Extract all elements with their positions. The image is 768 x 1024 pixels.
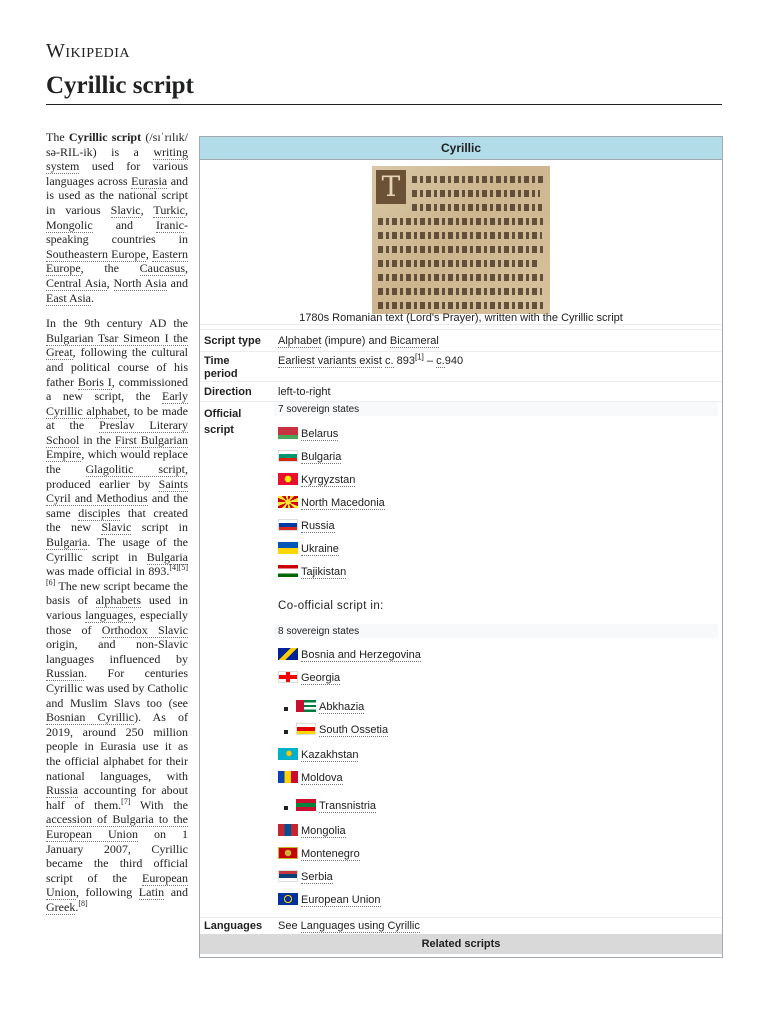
- flag-kazakhstan-icon: [278, 748, 298, 760]
- row-script-type: [200, 329, 722, 352]
- flag-russia-icon: [278, 519, 298, 531]
- related-scripts-header[interactable]: Related scripts: [200, 934, 722, 954]
- ipa-pronunciation[interactable]: (/sɪˈrɪlɪk/ sə-RIL-ik): [46, 130, 189, 159]
- intro-paragraph: The Cyrillic script (/sɪˈrɪlɪk/ sə-RIL-ik) is a writing system used for various languages across Eurasia and is used as the national script in various Slavic, Turkic, Mongolic and Iranic-speaking countries in Southeastern Europe, Eastern Europe, the Caucasus, Central Asia, North Asia and East Asia.: [46, 130, 189, 305]
- link-bicameral[interactable]: Bicameral: [389, 335, 439, 347]
- link-first-bulgarian-empire[interactable]: First Bulgarian Empire: [46, 432, 189, 462]
- country-montenegro[interactable]: Montenegro: [278, 847, 360, 861]
- flag-montenegro-icon: [278, 847, 298, 859]
- infobox: [199, 136, 723, 958]
- flag-kyrgyzstan-icon: [278, 473, 298, 485]
- flag-eu-icon: [278, 893, 298, 905]
- script-type-value: Alphabet (impure) and Bicameral: [278, 335, 439, 347]
- link-boris-i[interactable]: Boris I: [77, 374, 112, 389]
- country-georgia[interactable]: Georgia: [278, 671, 340, 685]
- bullet-abkhazia: [284, 707, 288, 711]
- link-mongolic[interactable]: Mongolic: [46, 217, 93, 232]
- link-russian[interactable]: Russian: [46, 666, 85, 681]
- title-divider: [46, 104, 722, 105]
- link-russia[interactable]: Russia: [46, 783, 79, 798]
- languages-label: Languages: [204, 920, 263, 932]
- bullet-south-ossetia: [284, 730, 288, 734]
- flag-bulgaria-icon: [278, 450, 298, 462]
- row-direction: [200, 381, 722, 402]
- link-alphabets[interactable]: alphabets: [95, 593, 141, 608]
- direction-label: Direction: [204, 386, 252, 398]
- row-time-period: [200, 351, 722, 382]
- link-greek[interactable]: Greek: [46, 899, 76, 914]
- history-paragraph: In the 9th century AD the Bulgarian Tsar Simeon I the Great, following the cultural and political course of his father Boris I, commissioned a new script, the Early Cyrillic alphabet, to be made at the Preslav Literary School in the First Bulgarian Empire, which would replace the Glagolitic script, produced earlier by Saints Cyril and Methodius and the same disciples that created the new Slavic script in Bulgaria. The usage of the Cyrillic script in Bulgaria was made official in 893.[4][5][6] The new script became the basis of alphabets used in various languages, especially those of Orthodox Slavic origin, and non-Slavic languages influenced by Russian. For centuries Cyrillic was used by Catholic and Muslim Slavs too (see Bosnian Cyrillic). As of 2019, around 250 million people in Eurasia use it as the official alphabet for their national languages, with Russia accounting for about half of them.[7] With the accession of Bulgaria to the European Union on 1 January 2007, Cyrillic became the third official script of the European Union, following Latin and Greek.[8]: [46, 316, 189, 914]
- circa-abbr-1[interactable]: c.: [385, 355, 394, 367]
- infobox-header: Cyrillic: [200, 137, 722, 160]
- link-glagolitic[interactable]: Glagolitic script: [85, 462, 185, 477]
- reference-1[interactable]: [1]: [414, 352, 424, 362]
- flag-serbia-icon: [278, 870, 298, 882]
- link-slavic[interactable]: Slavic: [110, 202, 141, 217]
- image-caption: 1780s Romanian text (Lord's Prayer), written with the Cyrillic script: [299, 312, 623, 324]
- country-bulgaria[interactable]: Bulgaria: [278, 450, 341, 464]
- flag-transnistria-icon: [296, 799, 316, 811]
- flag-ukraine-icon: [278, 542, 298, 554]
- link-eurasia[interactable]: Eurasia: [131, 173, 168, 188]
- sovereign-count-note: 7 sovereign states: [278, 404, 360, 415]
- flag-moldova-icon: [278, 771, 298, 783]
- country-kazakhstan[interactable]: Kazakhstan: [278, 748, 358, 762]
- link-disciples[interactable]: disciples: [78, 505, 121, 520]
- country-serbia[interactable]: Serbia: [278, 870, 333, 884]
- article-body: [46, 130, 188, 925]
- country-tajikistan[interactable]: Tajikistan: [278, 565, 346, 579]
- flag-abkhazia-icon: [296, 700, 316, 712]
- country-belarus[interactable]: Belarus: [278, 427, 338, 441]
- link-languages[interactable]: languages: [85, 608, 134, 622]
- link-earliest-variants[interactable]: Earliest variants exist: [278, 355, 382, 367]
- link-east-asia[interactable]: East Asia: [46, 290, 91, 305]
- link-turkic[interactable]: Turkic: [153, 202, 185, 217]
- illuminated-initial: Т: [376, 170, 406, 204]
- link-bulgaria[interactable]: Bulgaria: [46, 535, 88, 550]
- reference-8[interactable]: [8]: [78, 898, 88, 908]
- languages-value: See Languages using Cyrillic: [278, 920, 420, 932]
- direction-value: left-to-right: [278, 386, 331, 398]
- country-russia[interactable]: Russia: [278, 519, 335, 533]
- row-languages: [200, 917, 722, 935]
- link-cyril-methodius[interactable]: Saints Cyril and Methodius: [46, 476, 188, 506]
- flag-mongolia-icon: [278, 824, 298, 836]
- bullet-transnistria: [284, 806, 288, 810]
- time-period-value: Earliest variants exist c. 893[1] – c.940: [278, 352, 464, 367]
- country-south-ossetia[interactable]: South Ossetia: [296, 723, 388, 737]
- country-transnistria[interactable]: Transnistria: [296, 799, 376, 813]
- manuscript-image[interactable]: [372, 166, 550, 314]
- reference-4-5-6[interactable]: [4][5][6]: [46, 563, 188, 587]
- link-simeon-i[interactable]: Bulgarian Tsar Simeon I the Great: [46, 330, 188, 360]
- link-accession-eu[interactable]: accession of Bulgaria to the European Union: [46, 812, 188, 841]
- link-preslav[interactable]: Preslav Literary School: [46, 418, 189, 447]
- link-writing-system[interactable]: writing system: [46, 144, 189, 174]
- flag-bosnia-icon: [278, 648, 298, 660]
- link-eastern-europe[interactable]: Eastern Europe: [46, 246, 188, 276]
- country-ukraine[interactable]: Ukraine: [278, 542, 339, 556]
- time-period-label: Time period: [204, 355, 238, 380]
- country-mongolia[interactable]: Mongolia: [278, 824, 346, 838]
- script-type-label: Script type: [204, 335, 261, 347]
- link-bulgaria-2[interactable]: Bulgaria: [146, 549, 189, 564]
- flag-belarus-icon: [278, 427, 298, 439]
- infobox-image-cell: [200, 160, 722, 325]
- link-orthodox-slavic[interactable]: Orthodox Slavic: [101, 622, 189, 637]
- wikipedia-wordmark[interactable]: Wikipedia: [46, 40, 131, 62]
- country-bosnia[interactable]: Bosnia and Herzegovina: [278, 648, 421, 662]
- link-bosnian-cyrillic[interactable]: Bosnian Cyrillic: [46, 710, 135, 725]
- link-latin[interactable]: Latin: [138, 885, 165, 900]
- link-iranic[interactable]: Iranic: [156, 217, 185, 232]
- link-alphabet[interactable]: Alphabet: [278, 335, 322, 347]
- term-cyrillic-script: Cyrillic script: [68, 130, 142, 144]
- country-european-union[interactable]: European Union: [278, 893, 381, 907]
- country-abkhazia[interactable]: Abkhazia: [296, 700, 364, 714]
- official-script-label: Official script: [204, 408, 242, 436]
- flag-south-ossetia-icon: [296, 723, 316, 735]
- sovereign-count-note-2: 8 sovereign states: [278, 626, 360, 637]
- country-moldova[interactable]: Moldova: [278, 771, 343, 785]
- flag-georgia-icon: [278, 671, 298, 683]
- circa-abbr-2[interactable]: c.: [436, 355, 445, 367]
- link-caucasus[interactable]: Caucasus: [139, 261, 185, 276]
- link-early-cyrillic[interactable]: Early Cyrillic alphabet: [46, 389, 189, 418]
- page-title: Cyrillic script: [46, 72, 194, 99]
- co-official-heading: Co-official script in:: [278, 600, 384, 612]
- link-slavic-2[interactable]: Slavic: [101, 520, 132, 535]
- flag-tajikistan-icon: [278, 565, 298, 577]
- country-north-macedonia[interactable]: North Macedonia: [278, 496, 385, 510]
- link-central-asia[interactable]: Central Asia: [46, 275, 107, 290]
- country-kyrgyzstan[interactable]: Kyrgyzstan: [278, 473, 355, 487]
- reference-7[interactable]: [7]: [121, 796, 131, 806]
- link-southeastern-europe[interactable]: Southeastern Europe: [46, 246, 146, 261]
- link-north-asia[interactable]: North Asia: [113, 275, 167, 290]
- row-official-script: [200, 401, 722, 918]
- link-languages-using-cyrillic[interactable]: Languages using Cyrillic: [300, 920, 420, 932]
- link-european-union[interactable]: European Union: [46, 870, 188, 900]
- flag-north-macedonia-icon: [278, 496, 298, 508]
